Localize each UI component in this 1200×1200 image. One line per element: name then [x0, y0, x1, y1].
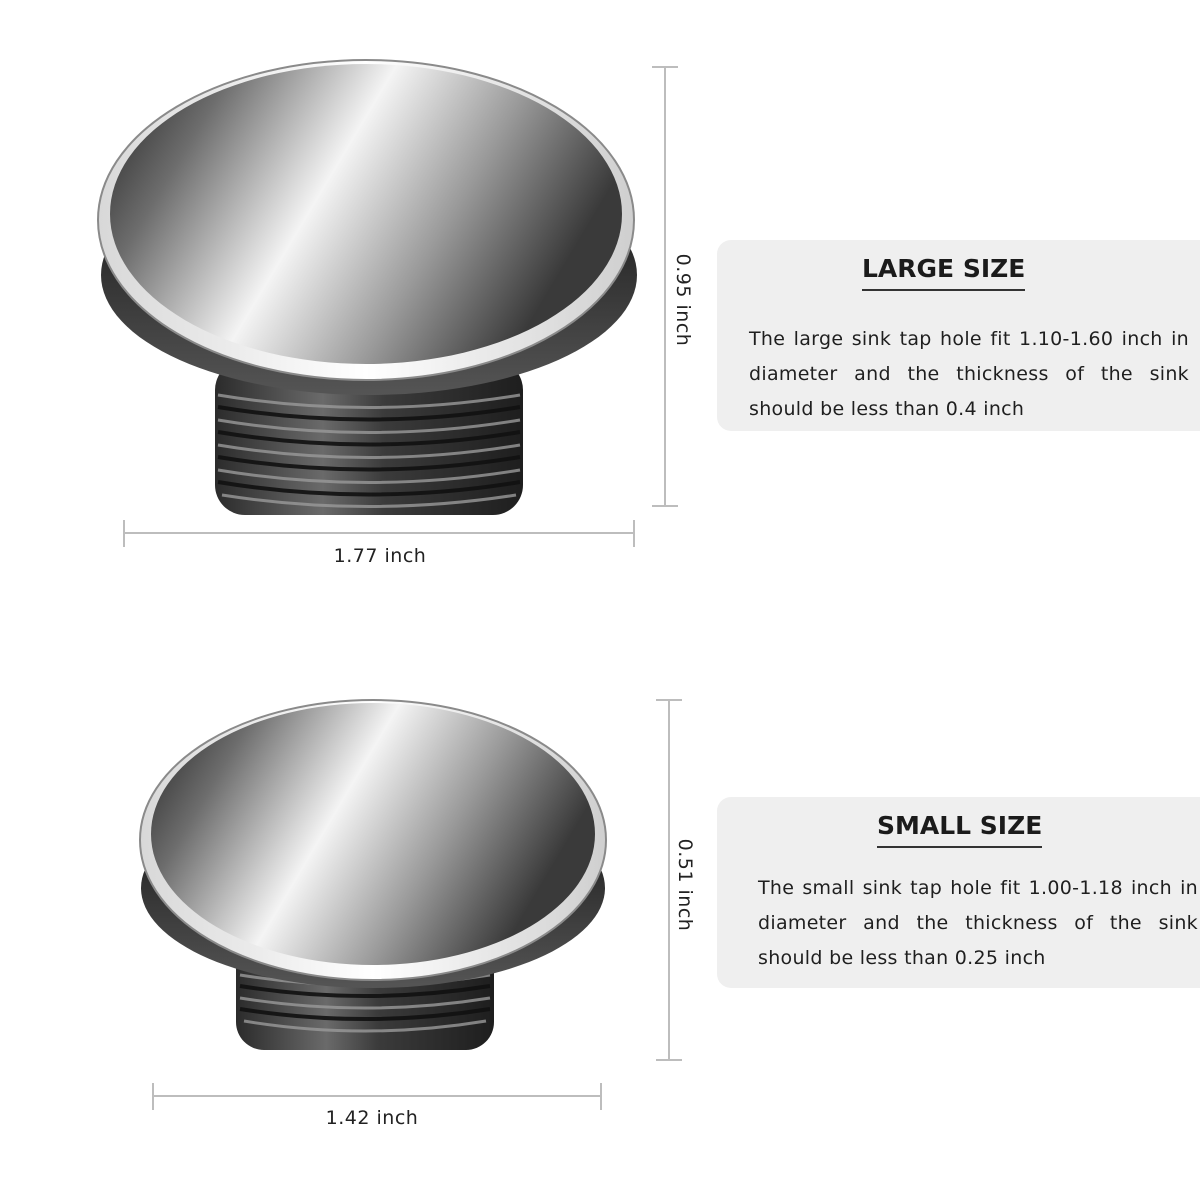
small-size-title: SMALL SIZE: [877, 811, 1042, 848]
small-size-description: The small sink tap hole fit 1.00-1.18 inch in diameter and the thickness of the sink should be less than 0.25 inch: [758, 877, 1198, 969]
small-width-dimension-line: [153, 1083, 601, 1110]
large-width-dimension-line: [124, 520, 634, 547]
large-height-label: 0.95 inch: [672, 253, 694, 347]
small-width-label: 1.42 inch: [325, 1107, 419, 1129]
small-height-label: 0.51 inch: [674, 838, 696, 932]
small-plug-image: [140, 700, 606, 1050]
large-size-description: The large sink tap hole fit 1.10-1.60 inch in diameter and the thickness of the sink should be less than 0.4 inch: [749, 328, 1189, 420]
large-size-title: LARGE SIZE: [862, 254, 1025, 291]
large-plug-image: [98, 60, 637, 515]
large-width-label: 1.77 inch: [333, 545, 427, 567]
large-size-card: [717, 240, 1200, 431]
small-size-card: [717, 797, 1200, 988]
